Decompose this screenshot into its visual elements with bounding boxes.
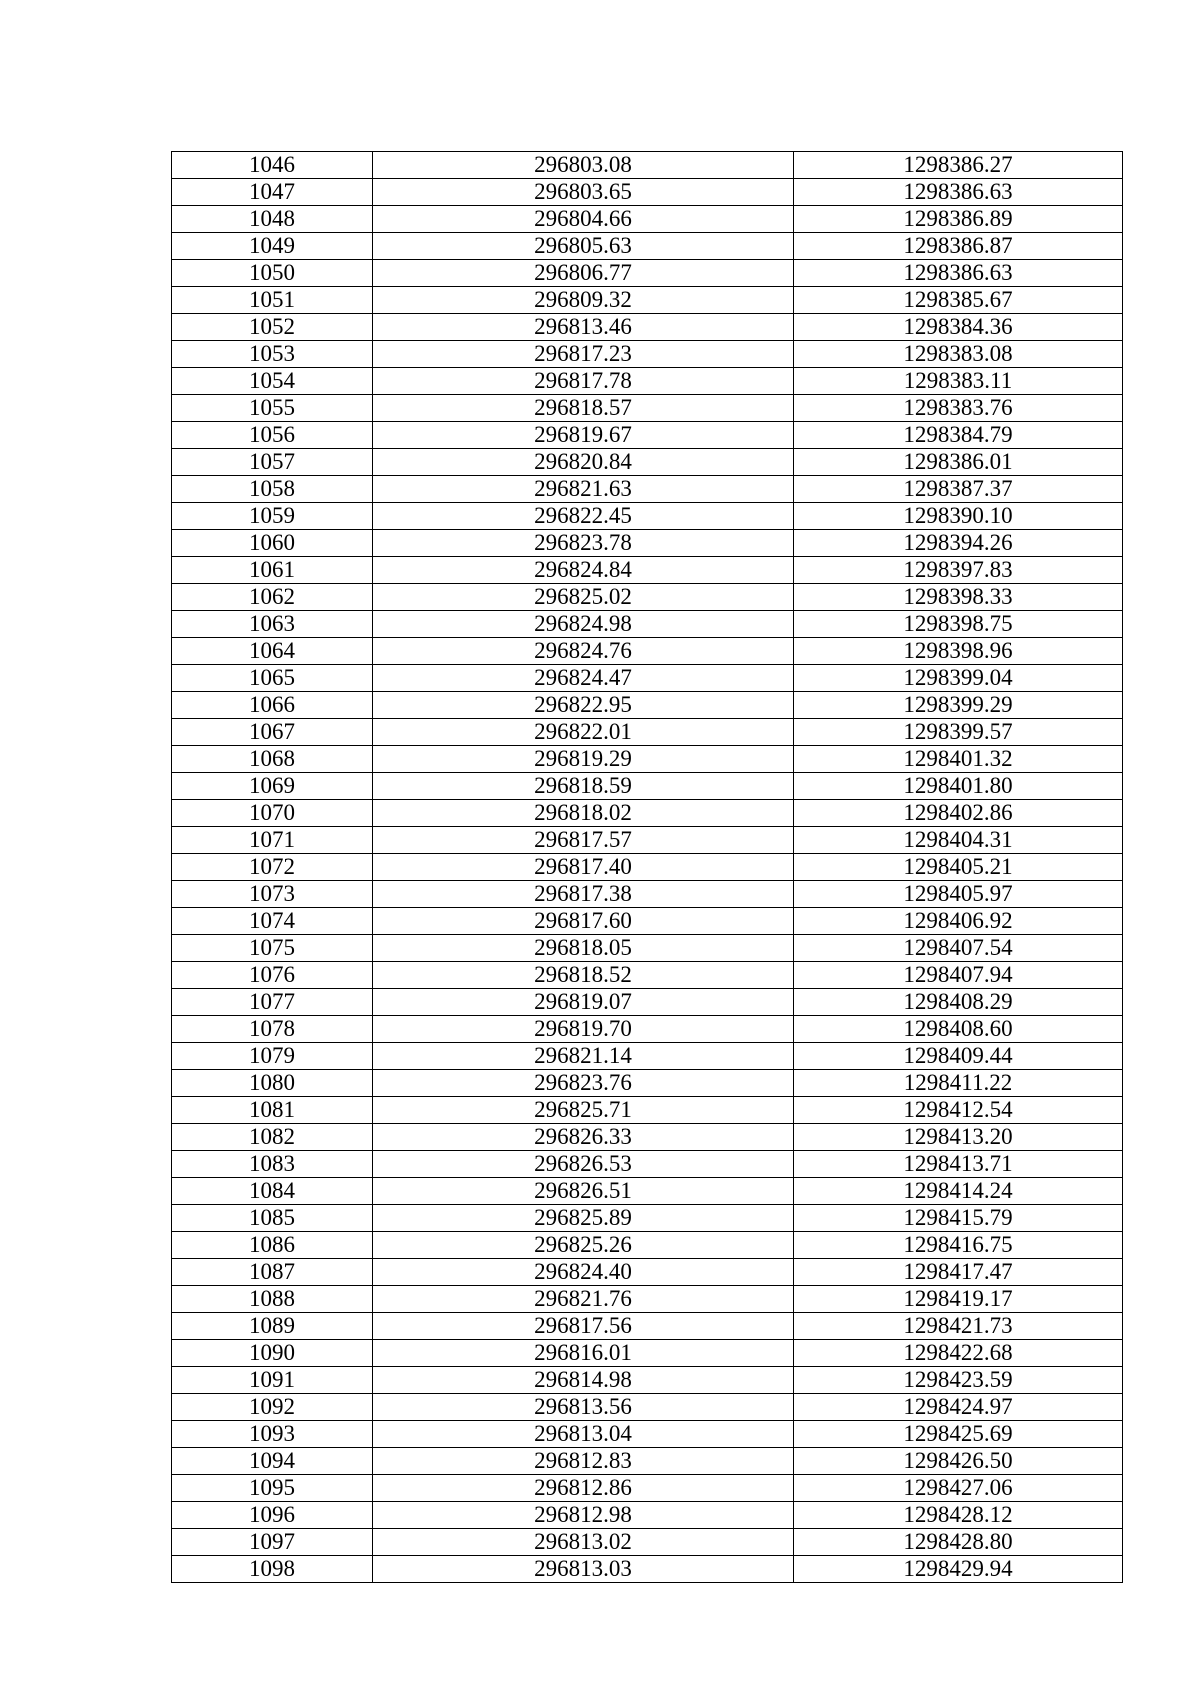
x-coordinate-cell: 296821.14	[373, 1043, 794, 1070]
point-number-cell: 1070	[172, 800, 373, 827]
table-row	[172, 1340, 1123, 1367]
point-number-cell: 1095	[172, 1475, 373, 1502]
point-number-cell: 1061	[172, 557, 373, 584]
y-coordinate-cell: 1298412.54	[794, 1097, 1123, 1124]
y-coordinate-cell: 1298429.94	[794, 1556, 1123, 1583]
x-coordinate-cell: 296824.98	[373, 611, 794, 638]
table-row	[172, 1259, 1123, 1286]
table-row	[172, 449, 1123, 476]
point-number-cell: 1051	[172, 287, 373, 314]
y-coordinate-cell: 1298401.80	[794, 773, 1123, 800]
point-number-cell: 1093	[172, 1421, 373, 1448]
point-number-cell: 1084	[172, 1178, 373, 1205]
x-coordinate-cell: 296817.78	[373, 368, 794, 395]
x-coordinate-cell: 296824.84	[373, 557, 794, 584]
table-row	[172, 233, 1123, 260]
table-row	[172, 557, 1123, 584]
x-coordinate-cell: 296821.76	[373, 1286, 794, 1313]
table-row	[172, 395, 1123, 422]
table-row	[172, 368, 1123, 395]
table-row	[172, 1421, 1123, 1448]
point-number-cell: 1056	[172, 422, 373, 449]
x-coordinate-cell: 296823.76	[373, 1070, 794, 1097]
table-row	[172, 1502, 1123, 1529]
x-coordinate-cell: 296817.56	[373, 1313, 794, 1340]
point-number-cell: 1083	[172, 1151, 373, 1178]
y-coordinate-cell: 1298408.29	[794, 989, 1123, 1016]
y-coordinate-cell: 1298404.31	[794, 827, 1123, 854]
x-coordinate-cell: 296825.02	[373, 584, 794, 611]
point-number-cell: 1050	[172, 260, 373, 287]
x-coordinate-cell: 296803.65	[373, 179, 794, 206]
y-coordinate-cell: 1298406.92	[794, 908, 1123, 935]
x-coordinate-cell: 296818.59	[373, 773, 794, 800]
x-coordinate-cell: 296817.38	[373, 881, 794, 908]
y-coordinate-cell: 1298383.11	[794, 368, 1123, 395]
x-coordinate-cell: 296817.40	[373, 854, 794, 881]
table-row	[172, 1448, 1123, 1475]
table-row	[172, 1394, 1123, 1421]
point-number-cell: 1066	[172, 692, 373, 719]
table-row	[172, 1016, 1123, 1043]
table-row	[172, 746, 1123, 773]
y-coordinate-cell: 1298399.57	[794, 719, 1123, 746]
x-coordinate-cell: 296819.29	[373, 746, 794, 773]
table-row	[172, 1556, 1123, 1583]
y-coordinate-cell: 1298411.22	[794, 1070, 1123, 1097]
point-number-cell: 1087	[172, 1259, 373, 1286]
x-coordinate-cell: 296804.66	[373, 206, 794, 233]
x-coordinate-cell: 296819.70	[373, 1016, 794, 1043]
table-row	[172, 1124, 1123, 1151]
point-number-cell: 1057	[172, 449, 373, 476]
x-coordinate-cell: 296824.76	[373, 638, 794, 665]
x-coordinate-cell: 296812.98	[373, 1502, 794, 1529]
point-number-cell: 1065	[172, 665, 373, 692]
y-coordinate-cell: 1298384.79	[794, 422, 1123, 449]
y-coordinate-cell: 1298405.97	[794, 881, 1123, 908]
x-coordinate-cell: 296818.05	[373, 935, 794, 962]
point-number-cell: 1052	[172, 314, 373, 341]
y-coordinate-cell: 1298424.97	[794, 1394, 1123, 1421]
x-coordinate-cell: 296806.77	[373, 260, 794, 287]
y-coordinate-cell: 1298399.29	[794, 692, 1123, 719]
point-number-cell: 1081	[172, 1097, 373, 1124]
y-coordinate-cell: 1298384.36	[794, 314, 1123, 341]
y-coordinate-cell: 1298428.12	[794, 1502, 1123, 1529]
point-number-cell: 1059	[172, 503, 373, 530]
x-coordinate-cell: 296822.01	[373, 719, 794, 746]
x-coordinate-cell: 296809.32	[373, 287, 794, 314]
y-coordinate-cell: 1298414.24	[794, 1178, 1123, 1205]
table-row	[172, 935, 1123, 962]
point-number-cell: 1063	[172, 611, 373, 638]
x-coordinate-cell: 296821.63	[373, 476, 794, 503]
point-number-cell: 1076	[172, 962, 373, 989]
y-coordinate-cell: 1298407.54	[794, 935, 1123, 962]
point-number-cell: 1097	[172, 1529, 373, 1556]
table-row	[172, 1097, 1123, 1124]
table-row	[172, 827, 1123, 854]
x-coordinate-cell: 296825.89	[373, 1205, 794, 1232]
y-coordinate-cell: 1298394.26	[794, 530, 1123, 557]
point-number-cell: 1074	[172, 908, 373, 935]
y-coordinate-cell: 1298383.76	[794, 395, 1123, 422]
table-row	[172, 773, 1123, 800]
table-row	[172, 611, 1123, 638]
table-row	[172, 314, 1123, 341]
point-number-cell: 1082	[172, 1124, 373, 1151]
point-number-cell: 1085	[172, 1205, 373, 1232]
y-coordinate-cell: 1298386.89	[794, 206, 1123, 233]
table-row	[172, 206, 1123, 233]
table-row	[172, 1070, 1123, 1097]
x-coordinate-cell: 296818.52	[373, 962, 794, 989]
y-coordinate-cell: 1298397.83	[794, 557, 1123, 584]
y-coordinate-cell: 1298398.75	[794, 611, 1123, 638]
y-coordinate-cell: 1298401.32	[794, 746, 1123, 773]
coordinate-table-body	[172, 152, 1123, 1583]
point-number-cell: 1094	[172, 1448, 373, 1475]
table-row	[172, 1286, 1123, 1313]
y-coordinate-cell: 1298387.37	[794, 476, 1123, 503]
x-coordinate-cell: 296825.26	[373, 1232, 794, 1259]
table-row	[172, 1178, 1123, 1205]
y-coordinate-cell: 1298386.27	[794, 152, 1123, 179]
point-number-cell: 1089	[172, 1313, 373, 1340]
point-number-cell: 1072	[172, 854, 373, 881]
y-coordinate-cell: 1298386.63	[794, 260, 1123, 287]
table-row	[172, 908, 1123, 935]
y-coordinate-cell: 1298427.06	[794, 1475, 1123, 1502]
x-coordinate-cell: 296816.01	[373, 1340, 794, 1367]
x-coordinate-cell: 296812.86	[373, 1475, 794, 1502]
coordinate-table	[171, 151, 1123, 1583]
y-coordinate-cell: 1298386.01	[794, 449, 1123, 476]
point-number-cell: 1060	[172, 530, 373, 557]
y-coordinate-cell: 1298398.33	[794, 584, 1123, 611]
x-coordinate-cell: 296818.02	[373, 800, 794, 827]
y-coordinate-cell: 1298399.04	[794, 665, 1123, 692]
table-row	[172, 989, 1123, 1016]
table-row	[172, 1313, 1123, 1340]
table-row	[172, 1475, 1123, 1502]
x-coordinate-cell: 296825.71	[373, 1097, 794, 1124]
point-number-cell: 1047	[172, 179, 373, 206]
point-number-cell: 1068	[172, 746, 373, 773]
point-number-cell: 1046	[172, 152, 373, 179]
x-coordinate-cell: 296822.45	[373, 503, 794, 530]
point-number-cell: 1079	[172, 1043, 373, 1070]
point-number-cell: 1090	[172, 1340, 373, 1367]
y-coordinate-cell: 1298423.59	[794, 1367, 1123, 1394]
x-coordinate-cell: 296805.63	[373, 233, 794, 260]
table-row	[172, 800, 1123, 827]
x-coordinate-cell: 296823.78	[373, 530, 794, 557]
point-number-cell: 1092	[172, 1394, 373, 1421]
table-row	[172, 260, 1123, 287]
table-row	[172, 1205, 1123, 1232]
table-row	[172, 179, 1123, 206]
y-coordinate-cell: 1298398.96	[794, 638, 1123, 665]
x-coordinate-cell: 296813.46	[373, 314, 794, 341]
table-row	[172, 503, 1123, 530]
x-coordinate-cell: 296813.56	[373, 1394, 794, 1421]
x-coordinate-cell: 296818.57	[373, 395, 794, 422]
y-coordinate-cell: 1298428.80	[794, 1529, 1123, 1556]
x-coordinate-cell: 296817.23	[373, 341, 794, 368]
table-row	[172, 1232, 1123, 1259]
x-coordinate-cell: 296826.51	[373, 1178, 794, 1205]
point-number-cell: 1075	[172, 935, 373, 962]
point-number-cell: 1088	[172, 1286, 373, 1313]
y-coordinate-cell: 1298409.44	[794, 1043, 1123, 1070]
x-coordinate-cell: 296820.84	[373, 449, 794, 476]
point-number-cell: 1058	[172, 476, 373, 503]
x-coordinate-cell: 296826.53	[373, 1151, 794, 1178]
x-coordinate-cell: 296819.07	[373, 989, 794, 1016]
point-number-cell: 1080	[172, 1070, 373, 1097]
point-number-cell: 1098	[172, 1556, 373, 1583]
table-row	[172, 1151, 1123, 1178]
x-coordinate-cell: 296826.33	[373, 1124, 794, 1151]
point-number-cell: 1077	[172, 989, 373, 1016]
table-row	[172, 1043, 1123, 1070]
y-coordinate-cell: 1298419.17	[794, 1286, 1123, 1313]
table-row	[172, 692, 1123, 719]
y-coordinate-cell: 1298386.63	[794, 179, 1123, 206]
point-number-cell: 1071	[172, 827, 373, 854]
y-coordinate-cell: 1298413.20	[794, 1124, 1123, 1151]
x-coordinate-cell: 296824.47	[373, 665, 794, 692]
table-row	[172, 665, 1123, 692]
table-row	[172, 476, 1123, 503]
y-coordinate-cell: 1298405.21	[794, 854, 1123, 881]
table-row	[172, 719, 1123, 746]
y-coordinate-cell: 1298383.08	[794, 341, 1123, 368]
x-coordinate-cell: 296803.08	[373, 152, 794, 179]
y-coordinate-cell: 1298416.75	[794, 1232, 1123, 1259]
table-row	[172, 854, 1123, 881]
table-row	[172, 881, 1123, 908]
point-number-cell: 1078	[172, 1016, 373, 1043]
y-coordinate-cell: 1298407.94	[794, 962, 1123, 989]
x-coordinate-cell: 296824.40	[373, 1259, 794, 1286]
point-number-cell: 1062	[172, 584, 373, 611]
table-row	[172, 962, 1123, 989]
x-coordinate-cell: 296817.60	[373, 908, 794, 935]
point-number-cell: 1069	[172, 773, 373, 800]
table-row	[172, 1367, 1123, 1394]
x-coordinate-cell: 296813.02	[373, 1529, 794, 1556]
table-row	[172, 287, 1123, 314]
table-row	[172, 638, 1123, 665]
y-coordinate-cell: 1298426.50	[794, 1448, 1123, 1475]
point-number-cell: 1096	[172, 1502, 373, 1529]
point-number-cell: 1055	[172, 395, 373, 422]
point-number-cell: 1073	[172, 881, 373, 908]
y-coordinate-cell: 1298415.79	[794, 1205, 1123, 1232]
x-coordinate-cell: 296817.57	[373, 827, 794, 854]
y-coordinate-cell: 1298390.10	[794, 503, 1123, 530]
table-row	[172, 530, 1123, 557]
x-coordinate-cell: 296813.04	[373, 1421, 794, 1448]
x-coordinate-cell: 296819.67	[373, 422, 794, 449]
point-number-cell: 1086	[172, 1232, 373, 1259]
point-number-cell: 1067	[172, 719, 373, 746]
x-coordinate-cell: 296813.03	[373, 1556, 794, 1583]
y-coordinate-cell: 1298402.86	[794, 800, 1123, 827]
table-row	[172, 422, 1123, 449]
point-number-cell: 1091	[172, 1367, 373, 1394]
y-coordinate-cell: 1298422.68	[794, 1340, 1123, 1367]
point-number-cell: 1049	[172, 233, 373, 260]
x-coordinate-cell: 296822.95	[373, 692, 794, 719]
table-row	[172, 341, 1123, 368]
table-row	[172, 152, 1123, 179]
y-coordinate-cell: 1298386.87	[794, 233, 1123, 260]
y-coordinate-cell: 1298421.73	[794, 1313, 1123, 1340]
point-number-cell: 1048	[172, 206, 373, 233]
y-coordinate-cell: 1298417.47	[794, 1259, 1123, 1286]
x-coordinate-cell: 296812.83	[373, 1448, 794, 1475]
y-coordinate-cell: 1298413.71	[794, 1151, 1123, 1178]
y-coordinate-cell: 1298425.69	[794, 1421, 1123, 1448]
point-number-cell: 1064	[172, 638, 373, 665]
table-row	[172, 1529, 1123, 1556]
table-row	[172, 584, 1123, 611]
x-coordinate-cell: 296814.98	[373, 1367, 794, 1394]
y-coordinate-cell: 1298385.67	[794, 287, 1123, 314]
point-number-cell: 1053	[172, 341, 373, 368]
point-number-cell: 1054	[172, 368, 373, 395]
y-coordinate-cell: 1298408.60	[794, 1016, 1123, 1043]
